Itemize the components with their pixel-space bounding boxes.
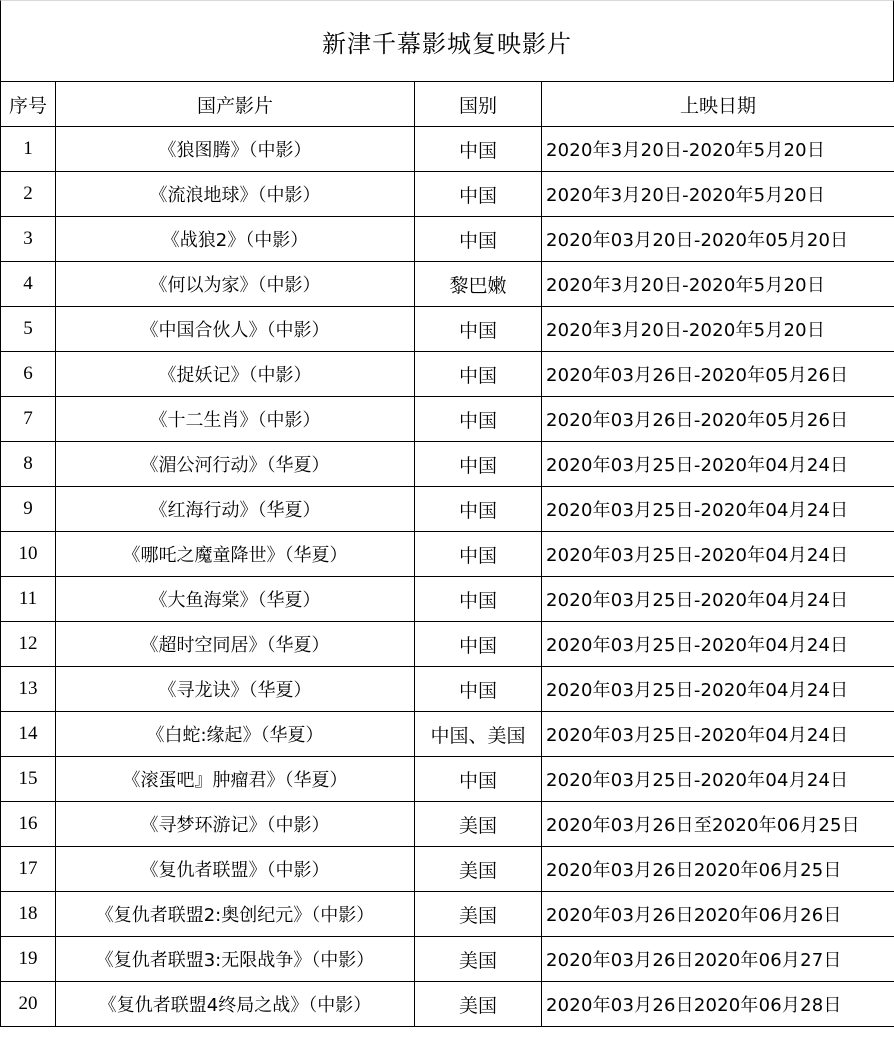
cell-index: 14 [1,712,56,757]
cell-index: 11 [1,577,56,622]
table-row [1,262,894,307]
cell-index: 12 [1,622,56,667]
table-row [1,937,894,982]
cell-country: 中国 [415,577,542,622]
cell-film: 《捉妖记》（中影） [56,352,415,397]
cell-country: 中国 [415,487,542,532]
cell-country: 中国 [415,307,542,352]
cell-country: 美国 [415,982,542,1027]
cell-dates: 2020年3月20日-2020年5月20日 [542,262,894,307]
cell-index: 6 [1,352,56,397]
cell-index: 5 [1,307,56,352]
table-row [1,757,894,802]
cell-country: 中国 [415,217,542,262]
cell-country: 中国 [415,622,542,667]
table-row [1,487,894,532]
table-row [1,397,894,442]
cell-country: 中国 [415,352,542,397]
cell-film: 《滚蛋吧』肿瘤君》（华夏） [56,757,415,802]
cell-index: 18 [1,892,56,937]
cell-dates: 2020年03月25日-2020年04月24日 [542,442,894,487]
cell-dates: 2020年03月25日-2020年04月24日 [542,712,894,757]
cell-film: 《战狼2》（中影） [56,217,415,262]
cell-dates: 2020年03月25日-2020年04月24日 [542,757,894,802]
cell-dates: 2020年03月26日2020年06月25日 [542,847,894,892]
header-index: 序号 [1,82,56,127]
cell-film: 《超时空同居》（华夏） [56,622,415,667]
header-country: 国别 [415,82,542,127]
cell-film: 《白蛇:缘起》（华夏） [56,712,415,757]
cell-index: 9 [1,487,56,532]
table-row [1,217,894,262]
cell-index: 15 [1,757,56,802]
page-title: 新津千幕影城复映影片 [0,0,894,81]
cell-film: 《寻龙诀》（华夏） [56,667,415,712]
cell-index: 13 [1,667,56,712]
cell-dates: 2020年03月26日-2020年05月26日 [542,397,894,442]
table-row [1,892,894,937]
cell-country: 美国 [415,847,542,892]
cell-country: 美国 [415,937,542,982]
table-row [1,622,894,667]
cell-dates: 2020年03月26日2020年06月26日 [542,892,894,937]
cell-index: 1 [1,127,56,172]
table-row [1,982,894,1027]
cell-country: 黎巴嫩 [415,262,542,307]
cell-dates: 2020年03月26日2020年06月28日 [542,982,894,1027]
cell-country: 中国 [415,127,542,172]
table-row [1,532,894,577]
cell-index: 19 [1,937,56,982]
cell-dates: 2020年03月25日-2020年04月24日 [542,577,894,622]
cell-country: 中国、美国 [415,712,542,757]
cell-country: 中国 [415,757,542,802]
cell-index: 20 [1,982,56,1027]
header-film: 国产影片 [56,82,415,127]
cell-dates: 2020年03月26日2020年06月27日 [542,937,894,982]
cell-dates: 2020年3月20日-2020年5月20日 [542,127,894,172]
header-dates: 上映日期 [542,82,894,127]
cell-film: 《大鱼海棠》（华夏） [56,577,415,622]
film-table [0,81,894,1027]
cell-index: 3 [1,217,56,262]
cell-index: 7 [1,397,56,442]
cell-film: 《寻梦环游记》（中影） [56,802,415,847]
cell-country: 中国 [415,667,542,712]
cell-index: 16 [1,802,56,847]
cell-dates: 2020年03月25日-2020年04月24日 [542,532,894,577]
cell-film: 《何以为家》（中影） [56,262,415,307]
cell-country: 美国 [415,892,542,937]
cell-dates: 2020年03月25日-2020年04月24日 [542,622,894,667]
cell-country: 中国 [415,532,542,577]
cell-film: 《狼图腾》（中影） [56,127,415,172]
table-row [1,307,894,352]
table-row [1,442,894,487]
cell-film: 《红海行动》（华夏） [56,487,415,532]
table-body [1,127,894,1027]
cell-dates: 2020年3月20日-2020年5月20日 [542,172,894,217]
table-row [1,577,894,622]
table-row [1,127,894,172]
cell-film: 《湄公河行动》（华夏） [56,442,415,487]
cell-dates: 2020年3月20日-2020年5月20日 [542,307,894,352]
table-row [1,172,894,217]
cell-country: 美国 [415,802,542,847]
cell-film: 《复仇者联盟》（中影） [56,847,415,892]
cell-dates: 2020年03月25日-2020年04月24日 [542,667,894,712]
cell-dates: 2020年03月20日-2020年05月20日 [542,217,894,262]
table-row [1,352,894,397]
cell-film: 《哪吒之魔童降世》（华夏） [56,532,415,577]
cell-dates: 2020年03月25日-2020年04月24日 [542,487,894,532]
cell-country: 中国 [415,442,542,487]
cell-index: 2 [1,172,56,217]
cell-index: 8 [1,442,56,487]
cell-film: 《复仇者联盟3:无限战争》（中影） [56,937,415,982]
cell-film: 《流浪地球》（中影） [56,172,415,217]
cell-index: 17 [1,847,56,892]
table-row [1,847,894,892]
table-row [1,712,894,757]
table-row [1,802,894,847]
cell-film: 《中国合伙人》（中影） [56,307,415,352]
cell-country: 中国 [415,397,542,442]
cell-film: 《复仇者联盟4终局之战》（中影） [56,982,415,1027]
cell-dates: 2020年03月26日-2020年05月26日 [542,352,894,397]
table-row [1,667,894,712]
cell-film: 《十二生肖》（中影） [56,397,415,442]
cell-dates: 2020年03月26日至2020年06月25日 [542,802,894,847]
cell-country: 中国 [415,172,542,217]
header-row [1,82,894,127]
cell-index: 4 [1,262,56,307]
cell-index: 10 [1,532,56,577]
cell-film: 《复仇者联盟2:奥创纪元》（中影） [56,892,415,937]
